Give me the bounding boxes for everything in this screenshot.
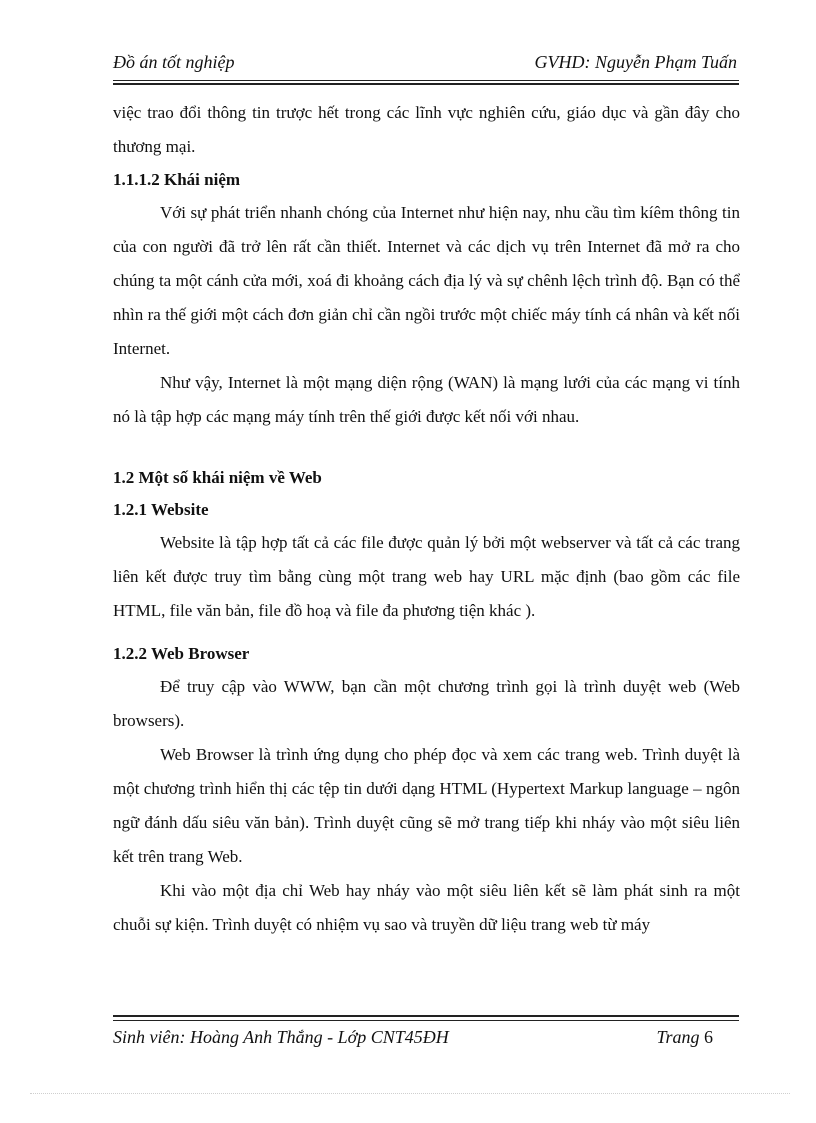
footer-divider (113, 1020, 739, 1021)
page-footer (113, 1025, 713, 1053)
paragraph-website: Website là tập hợp tất cả các file được quản lý bởi một webserver và tất cả các trang liên kết được truy tìm bằng cùng một trang web hay URL mặc định (bao gồm các file HTML, file văn bản, file đồ hoạ và file đa phương tiện khác ). (113, 533, 740, 620)
heading-1-2-2: 1.2.2 Web Browser (113, 644, 250, 663)
page-number-block (656, 1027, 713, 1048)
page-header (113, 50, 737, 78)
spacer (113, 434, 740, 462)
page-body (113, 96, 740, 942)
page-label: Trang (656, 1027, 700, 1047)
header-divider (113, 80, 739, 81)
header-divider-thick (113, 83, 739, 85)
paragraph-browser-2: Web Browser là trình ứng dụng cho phép đọc và xem các trang web. Trình duyệt là một chương trình hiển thị các tệp tin dưới dạng HTML (Hypertext Markup language – ngôn ngữ đánh dấu siêu văn bản). Trình duyệt cũng sẽ mở trang tiếp khi nháy vào một siêu liên kết trên trang Web. (113, 745, 740, 866)
footer-student: Sinh viên: Hoàng Anh Thắng - Lớp CNT45ĐH (113, 1027, 449, 1047)
spacer (113, 628, 740, 638)
heading-1-1-1-2: 1.1.1.2 Khái niệm (113, 170, 241, 189)
paragraph-browser-1: Để truy cập vào WWW, bạn cần một chương trình gọi là trình duyệt web (Web browsers). (113, 677, 740, 730)
heading-1-2-1: 1.2.1 Website (113, 500, 209, 519)
header-advisor: GVHD: Nguyễn Phạm Tuấn (534, 52, 737, 72)
paragraph-browser-3: Khi vào một địa chỉ Web hay nháy vào một siêu liên kết sẽ làm phát sinh ra một chuỗi sự kiện. Trình duyệt có nhiệm vụ sao và truyền dữ liệu trang web từ máy (113, 881, 740, 934)
header-thesis-title: Đồ án tốt nghiệp (113, 52, 235, 72)
page-number: 6 (704, 1027, 713, 1047)
page-bottom-border (30, 1093, 790, 1094)
paragraph-khai-niem-2: Như vậy, Internet là một mạng diện rộng (WAN) là mạng lưới của các mạng vi tính nó là tập hợp các mạng máy tính trên thế giới được kết nối với nhau. (113, 373, 740, 426)
heading-1-2: 1.2 Một số khái niệm về Web (113, 468, 322, 487)
paragraph-intro: việc trao đổi thông tin trược hết trong các lĩnh vực nghiên cứu, giáo dục và gần đây cho thương mại. (113, 103, 740, 156)
paragraph-khai-niem-1: Với sự phát triển nhanh chóng của Internet như hiện nay, nhu cầu tìm kíêm thông tin của con người đã trở lên rất cần thiết. Internet và các dịch vụ trên Internet đã mở ra cho chúng ta một cánh cửa mới, xoá đi khoảng cách địa lý và sự chênh lệch trình độ. Bạn có thể nhìn ra thế giới một cách đơn giản chỉ cần ngồi trước một chiếc máy tính cá nhân và kết nối Internet. (113, 203, 740, 358)
footer-divider-thick (113, 1015, 739, 1017)
